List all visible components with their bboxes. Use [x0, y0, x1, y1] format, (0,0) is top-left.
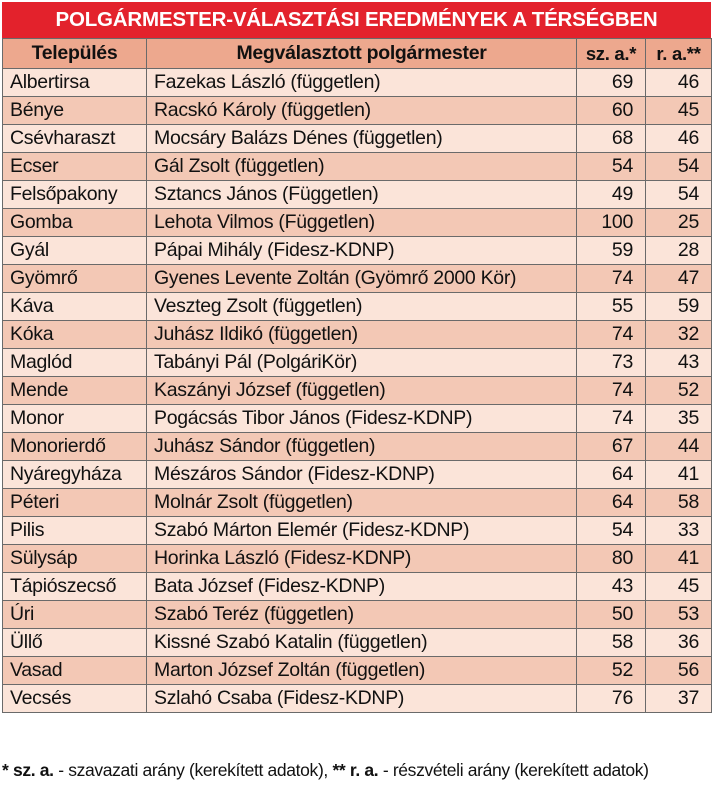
mayor-cell: Bata József (Fidesz-KDNP) [147, 573, 577, 601]
town-cell: Sülysáp [3, 545, 147, 573]
vote-share-cell: 100 [577, 209, 646, 237]
town-cell: Maglód [3, 349, 147, 377]
town-cell: Pilis [3, 517, 147, 545]
mayor-cell: Lehota Vilmos (Független) [147, 209, 577, 237]
vote-share-cell: 60 [577, 97, 646, 125]
town-cell: Péteri [3, 489, 147, 517]
vote-share-cell: 73 [577, 349, 646, 377]
table-row [3, 657, 712, 685]
table-row [3, 69, 712, 97]
town-cell: Gyál [3, 237, 147, 265]
turnout-cell: 45 [646, 573, 712, 601]
town-cell: Monor [3, 405, 147, 433]
table-row [3, 181, 712, 209]
table-row [3, 237, 712, 265]
footnote-mark-turnout: ** r. a. [332, 760, 379, 780]
footnote-text-turnout: - részvételi arány (kerekített adatok) [378, 760, 649, 780]
town-cell: Felsőpakony [3, 181, 147, 209]
town-cell: Kóka [3, 321, 147, 349]
turnout-cell: 45 [646, 97, 712, 125]
table-row [3, 153, 712, 181]
header-row [3, 39, 712, 69]
column-header-vote-share: sz. a.* [577, 39, 646, 69]
table-row [3, 545, 712, 573]
table-title: POLGÁRMESTER-VÁLASZTÁSI EREDMÉNYEK A TÉRSÉGBEN [2, 2, 711, 38]
mayor-cell: Racskó Károly (független) [147, 97, 577, 125]
vote-share-cell: 74 [577, 405, 646, 433]
table-row [3, 377, 712, 405]
table-row [3, 489, 712, 517]
table-row [3, 321, 712, 349]
mayor-cell: Kaszányi József (független) [147, 377, 577, 405]
mayor-cell: Pogácsás Tibor János (Fidesz-KDNP) [147, 405, 577, 433]
mayor-cell: Veszteg Zsolt (független) [147, 293, 577, 321]
mayor-cell: Szabó Teréz (független) [147, 601, 577, 629]
results-panel [2, 2, 711, 713]
vote-share-cell: 54 [577, 517, 646, 545]
mayor-cell: Marton József Zoltán (független) [147, 657, 577, 685]
town-cell: Bénye [3, 97, 147, 125]
town-cell: Tápiószecső [3, 573, 147, 601]
mayor-cell: Fazekas László (független) [147, 69, 577, 97]
town-cell: Gomba [3, 209, 147, 237]
table-row [3, 573, 712, 601]
town-cell: Vecsés [3, 685, 147, 713]
mayor-cell: Tabányi Pál (PolgáriKör) [147, 349, 577, 377]
turnout-cell: 53 [646, 601, 712, 629]
mayor-cell: Gál Zsolt (független) [147, 153, 577, 181]
footnote-text-vote-share: - szavazati arány (kerekített adatok), [53, 760, 333, 780]
table-body [3, 69, 712, 713]
turnout-cell: 25 [646, 209, 712, 237]
turnout-cell: 41 [646, 461, 712, 489]
mayor-cell: Sztancs János (Független) [147, 181, 577, 209]
table-row [3, 405, 712, 433]
mayor-cell: Mészáros Sándor (Fidesz-KDNP) [147, 461, 577, 489]
turnout-cell: 33 [646, 517, 712, 545]
town-cell: Mende [3, 377, 147, 405]
vote-share-cell: 69 [577, 69, 646, 97]
town-cell: Monorierdő [3, 433, 147, 461]
turnout-cell: 37 [646, 685, 712, 713]
turnout-cell: 47 [646, 265, 712, 293]
mayor-cell: Horinka László (Fidesz-KDNP) [147, 545, 577, 573]
vote-share-cell: 58 [577, 629, 646, 657]
column-header-turnout: r. a.** [646, 39, 712, 69]
turnout-cell: 54 [646, 153, 712, 181]
table-row [3, 209, 712, 237]
turnout-cell: 58 [646, 489, 712, 517]
vote-share-cell: 55 [577, 293, 646, 321]
table-row [3, 125, 712, 153]
vote-share-cell: 59 [577, 237, 646, 265]
turnout-cell: 35 [646, 405, 712, 433]
town-cell: Albertirsa [3, 69, 147, 97]
table-row [3, 461, 712, 489]
turnout-cell: 52 [646, 377, 712, 405]
town-cell: Nyáregyháza [3, 461, 147, 489]
mayor-cell: Pápai Mihály (Fidesz-KDNP) [147, 237, 577, 265]
vote-share-cell: 68 [577, 125, 646, 153]
town-cell: Üllő [3, 629, 147, 657]
column-header-town: Település [3, 39, 147, 69]
town-cell: Úri [3, 601, 147, 629]
table-row [3, 685, 712, 713]
mayor-cell: Mocsáry Balázs Dénes (független) [147, 125, 577, 153]
town-cell: Káva [3, 293, 147, 321]
vote-share-cell: 74 [577, 321, 646, 349]
mayor-cell: Szlahó Csaba (Fidesz-KDNP) [147, 685, 577, 713]
table-row [3, 629, 712, 657]
vote-share-cell: 49 [577, 181, 646, 209]
vote-share-cell: 43 [577, 573, 646, 601]
table-row [3, 349, 712, 377]
table-row [3, 97, 712, 125]
column-header-mayor: Megválasztott polgármester [147, 39, 577, 69]
vote-share-cell: 54 [577, 153, 646, 181]
turnout-cell: 32 [646, 321, 712, 349]
town-cell: Vasad [3, 657, 147, 685]
footnote-mark-vote-share: * sz. a. [2, 760, 54, 780]
table-row [3, 293, 712, 321]
turnout-cell: 41 [646, 545, 712, 573]
vote-share-cell: 64 [577, 489, 646, 517]
mayor-cell: Juhász Sándor (független) [147, 433, 577, 461]
results-table [2, 38, 712, 713]
vote-share-cell: 76 [577, 685, 646, 713]
turnout-cell: 54 [646, 181, 712, 209]
turnout-cell: 46 [646, 69, 712, 97]
turnout-cell: 59 [646, 293, 712, 321]
turnout-cell: 46 [646, 125, 712, 153]
town-cell: Gyömrő [3, 265, 147, 293]
mayor-cell: Szabó Márton Elemér (Fidesz-KDNP) [147, 517, 577, 545]
mayor-cell: Gyenes Levente Zoltán (Gyömrő 2000 Kör) [147, 265, 577, 293]
turnout-cell: 36 [646, 629, 712, 657]
mayor-cell: Kissné Szabó Katalin (független) [147, 629, 577, 657]
town-cell: Ecser [3, 153, 147, 181]
vote-share-cell: 52 [577, 657, 646, 685]
vote-share-cell: 80 [577, 545, 646, 573]
table-row [3, 433, 712, 461]
vote-share-cell: 74 [577, 377, 646, 405]
table-row [3, 601, 712, 629]
vote-share-cell: 67 [577, 433, 646, 461]
turnout-cell: 44 [646, 433, 712, 461]
vote-share-cell: 74 [577, 265, 646, 293]
turnout-cell: 43 [646, 349, 712, 377]
turnout-cell: 28 [646, 237, 712, 265]
vote-share-cell: 64 [577, 461, 646, 489]
table-row [3, 265, 712, 293]
footnote [2, 760, 713, 781]
turnout-cell: 56 [646, 657, 712, 685]
vote-share-cell: 50 [577, 601, 646, 629]
town-cell: Csévharaszt [3, 125, 147, 153]
mayor-cell: Molnár Zsolt (független) [147, 489, 577, 517]
table-row [3, 517, 712, 545]
mayor-cell: Juhász Ildikó (független) [147, 321, 577, 349]
